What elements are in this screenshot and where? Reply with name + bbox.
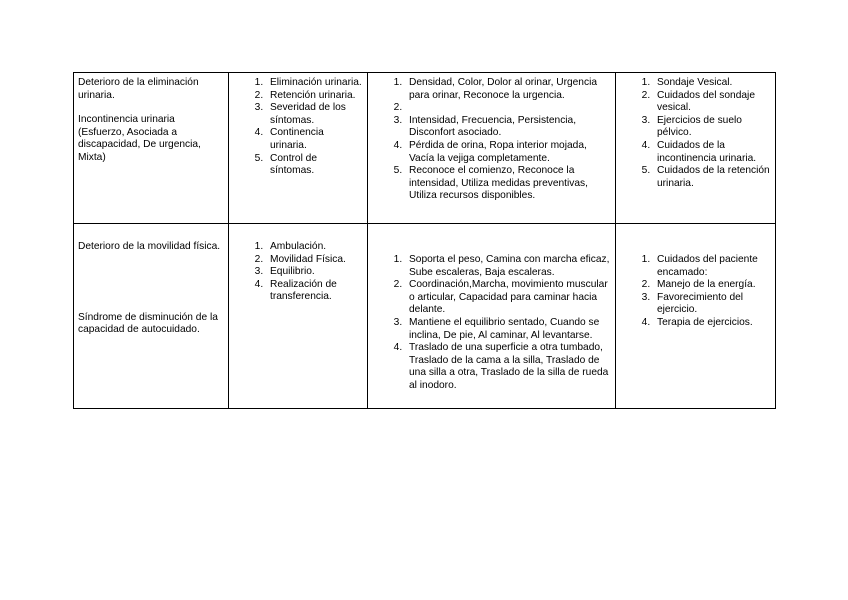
list-item: 1. Ambulación. <box>266 241 363 254</box>
diagnosis-cell <box>74 224 229 409</box>
list-item: 3. Intensidad, Frecuencia, Persistencia, Disconfort asociado. <box>405 115 611 140</box>
interventions-list <box>620 254 771 330</box>
interventions-list <box>620 77 771 190</box>
outcomes-list <box>233 241 363 304</box>
list-item: 3. Ejercicios de suelo pélvico. <box>653 115 771 140</box>
diagnosis-cell <box>74 73 229 224</box>
list-item: 5. Reconoce el comienzo, Reconoce la intensidad, Utiliza medidas preventivas, Utiliza recursos disponibles. <box>405 165 611 203</box>
indicators-list <box>372 77 611 203</box>
list-item: 4. Terapia de ejercicios. <box>653 317 771 330</box>
list-item: 5. Cuidados de la retención urinaria. <box>653 165 771 190</box>
diagnosis-primary: Deterioro de la eliminación urinaria. <box>78 77 199 101</box>
list-item: 3. Equilibrio. <box>266 266 363 279</box>
outcomes-list <box>233 77 363 178</box>
list-item: 2. Retención urinaria. <box>266 90 363 103</box>
list-item: 1. Sondaje Vesical. <box>653 77 771 90</box>
list-item: 3. Favorecimiento del ejercicio. <box>653 292 771 317</box>
outcomes-cell <box>229 224 368 409</box>
list-item: 2. Coordinación,Marcha, movimiento muscular o articular, Capacidad para caminar hacia delante. <box>405 279 611 317</box>
interventions-cell <box>616 73 776 224</box>
list-item: 4. Realización de transferencia. <box>266 279 363 304</box>
diagnosis-secondary: Síndrome de disminución de la capacidad de autocuidado. <box>78 311 218 336</box>
list-item: 3. Severidad de los síntomas. <box>266 102 363 127</box>
list-item: 2. Manejo de la energía. <box>653 279 771 292</box>
list-item: 1. Eliminación urinaria. <box>266 77 363 90</box>
diagnosis-primary: Deterioro de la movilidad física. <box>78 241 221 252</box>
list-item: 4. Traslado de una superficie a otra tumbado, Traslado de la cama a la silla, Traslado de una silla a otra, Traslado de la silla de rueda al inodoro. <box>405 342 611 392</box>
indicators-cell <box>368 224 616 409</box>
indicators-list <box>372 254 611 393</box>
list-item <box>405 102 611 115</box>
list-item: 1. Cuidados del paciente encamado: <box>653 254 771 279</box>
list-item: 4. Cuidados de la incontinencia urinaria. <box>653 140 771 165</box>
interventions-cell <box>616 224 776 409</box>
list-item: 5. Control de síntomas. <box>266 153 363 178</box>
list-item: 1. Soporta el peso, Camina con marcha eficaz, Sube escaleras, Baja escaleras. <box>405 254 611 279</box>
list-item: 2. Cuidados del sondaje vesical. <box>653 90 771 115</box>
table-row <box>74 224 776 409</box>
list-item: 4. Pérdida de orina, Ropa interior mojada, Vacía la vejiga completamente. <box>405 140 611 165</box>
list-item: 4. Continencia urinaria. <box>266 127 363 152</box>
care-plan-table <box>73 72 776 409</box>
list-item: 3. Mantiene el equilibrio sentado, Cuando se inclina, De pie, Al caminar, Al levantarse. <box>405 317 611 342</box>
outcomes-cell <box>229 73 368 224</box>
list-item: 1. Densidad, Color, Dolor al orinar, Urgencia para orinar, Reconoce la urgencia. <box>405 77 611 102</box>
indicators-cell <box>368 73 616 224</box>
diagnosis-secondary: Incontinencia urinaria (Esfuerzo, Asociada a discapacidad, De urgencia, Mixta) <box>78 114 201 163</box>
list-item: 2. Movilidad Física. <box>266 254 363 267</box>
table-row <box>74 73 776 224</box>
